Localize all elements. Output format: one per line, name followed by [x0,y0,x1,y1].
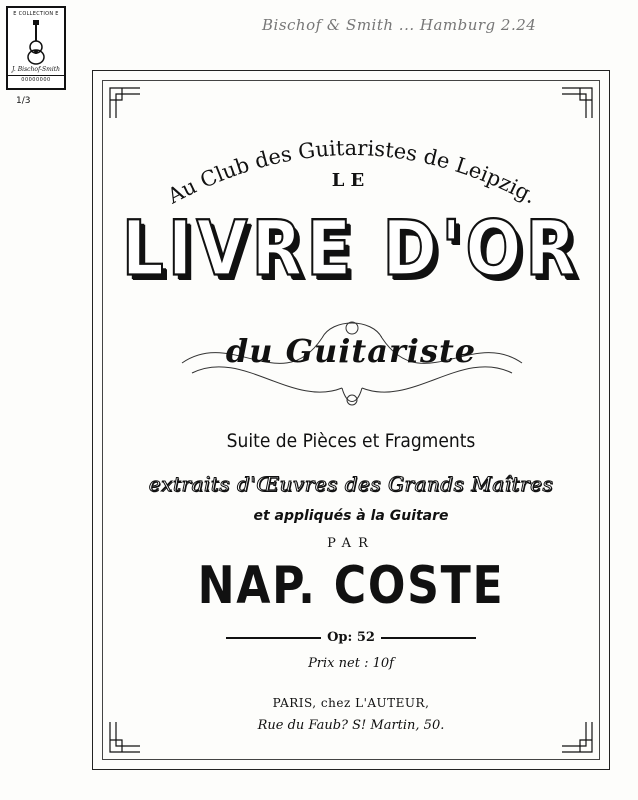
composer-name: NAP. COSTE [197,556,505,616]
guitar-icon [24,19,48,65]
opus-row [92,630,610,645]
appliques-line: et appliqués à la Guitare [253,508,449,524]
opus-number: Op: 52 [327,630,375,645]
rule-left [226,637,321,639]
price: Prix net : 10f [308,656,394,671]
stamp-number: 00000000 [8,75,64,83]
extraits-line: extraits d'Œuvres des Grands Maîtres [148,472,554,496]
suite-line: Suite de Pièces et Fragments [226,430,476,452]
library-stamp [6,6,66,90]
article: LE [331,170,371,191]
subtitle: du Guitariste [225,332,477,370]
title-page [92,70,610,770]
stamp-top-text: E COLLECTION E [13,11,59,17]
main-title: LIVRE D'OR [121,204,581,293]
handwritten-note: Bischof & Smith ... Hamburg 2.24 [262,16,537,34]
dedication: Au Club des Guitaristes de Leipzig. [163,135,541,209]
rule-right [381,637,476,639]
publisher-address: Rue du Faub? S! Martin, 50. [257,718,445,733]
publisher-city: PARIS, chez L'AUTEUR, [272,696,430,710]
stamp-signature: J. Bischof-Smith [11,66,61,73]
par-line: PAR [327,536,375,551]
margin-mark: 1/3 [16,96,31,106]
